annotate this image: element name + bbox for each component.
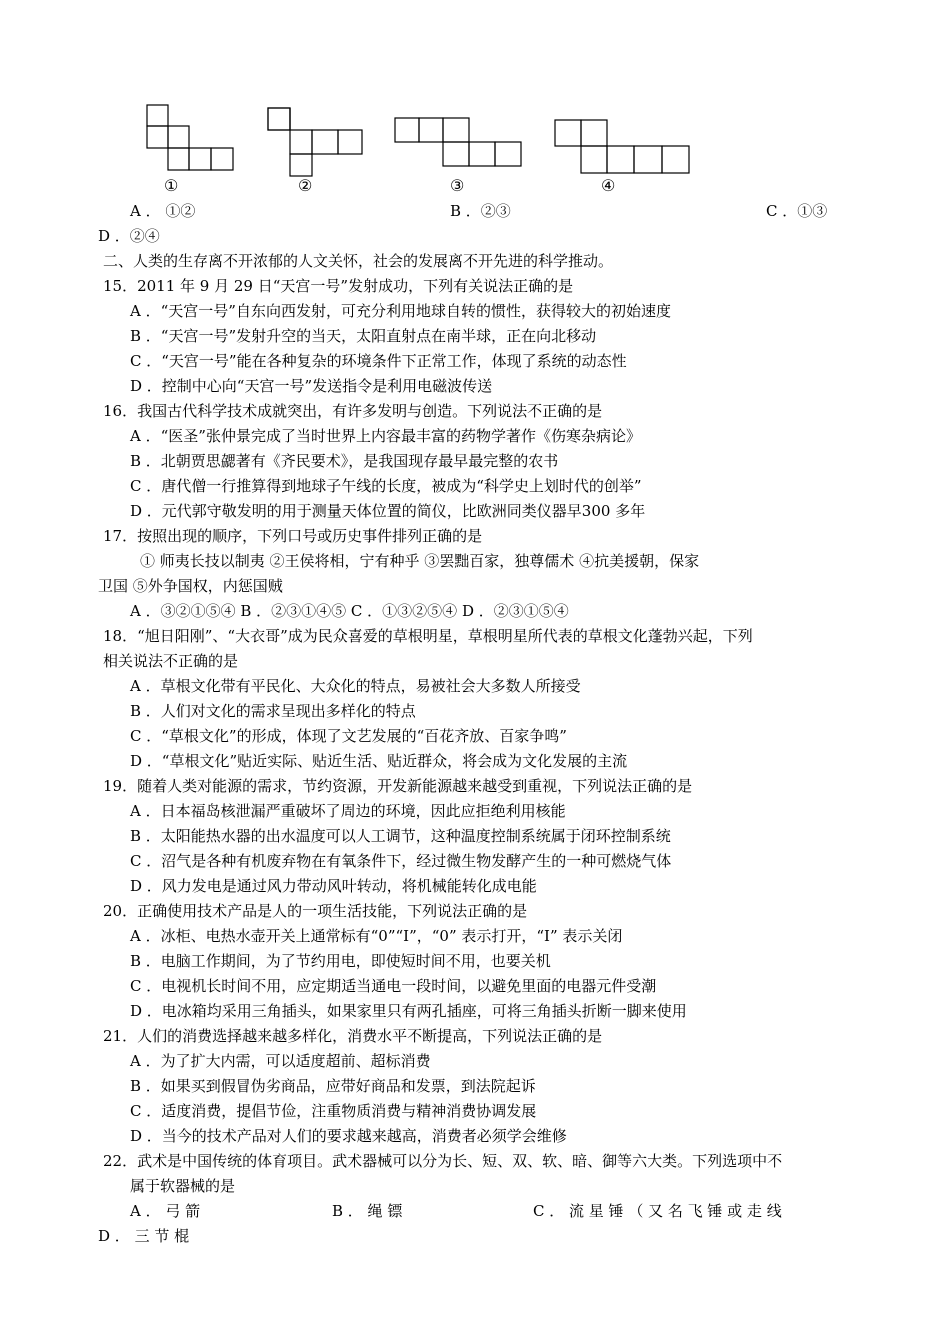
q21-stem: 21．人们的消费选择越来越多样化，消费水平不断提高，下列说法正确的是	[103, 1027, 603, 1045]
q14-option-a: A ． ①②	[130, 202, 196, 220]
q16-option-a: A ．“医圣”张仲景完成了当时世界上内容最丰富的药物学著作《伤寒杂病论》	[130, 427, 641, 445]
q21-option-c: C ．适度消费，提倡节俭，注重物质消费与精神消费协调发展	[130, 1102, 537, 1120]
q21-option-a: A ．为了扩大内需，可以适度超前、超标消费	[130, 1052, 431, 1070]
q18-option-a: A ．草根文化带有平民化、大众化的特点，易被社会大多数人所接受	[130, 677, 581, 695]
q18-option-b: B ．人们对文化的需求呈现出多样化的特点	[130, 702, 416, 720]
q20-option-d: D ．电冰箱均采用三角插头，如果家里只有两孔插座，可将三角插头折断一脚来使用	[130, 1002, 687, 1020]
q22-stem-line-1: 22．武术是中国传统的体育项目。武术器械可以分为长、短、双、软、暗、御等六大类。下列选项中不	[103, 1152, 783, 1170]
section-2-heading: 二、人类的生存离不开浓郁的人文关怀，社会的发展离不开先进的科学推动。	[103, 252, 614, 270]
q19-option-c: C ．沼气是各种有机废弃物在有氧条件下，经过微生物发酵产生的一种可燃烧气体	[130, 852, 672, 870]
q20-option-b: B ．电脑工作期间，为了节约用电，即使短时间不用，也要关机	[130, 952, 551, 970]
q16-option-b: B ．北朝贾思勰著有《齐民要术》，是我国现存最早最完整的农书	[130, 452, 559, 470]
cube-net-1	[147, 105, 233, 170]
figure-label-2: ②	[298, 176, 313, 195]
q18-stem-line-2: 相关说法不正确的是	[103, 652, 239, 670]
q21-option-b: B ．如果买到假冒伪劣商品，应带好商品和发票，到法院起诉	[130, 1077, 536, 1095]
q14-option-b: B ．②③	[450, 202, 511, 220]
q18-option-d: D ．“草根文化”贴近实际、贴近生活、贴近群众，将会成为文化发展的主流	[130, 752, 628, 770]
q14-option-d: D ．②④	[98, 227, 160, 245]
q17-options: A ．③②①⑤④ B ．②③①④⑤ C ．①③②⑤④ D ．②③①⑤④	[130, 602, 569, 620]
cube-net-3	[395, 118, 521, 166]
q16-option-d: D ．元代郭守敬发明的用于测量天体位置的简仪，比欧洲同类仪器早300 多年	[130, 502, 646, 520]
q17-stem: 17．按照出现的顺序，下列口号或历史事件排列正确的是	[103, 527, 483, 545]
q22-stem-line-2: 属于软器械的是	[130, 1177, 236, 1195]
q18-option-c: C ．“草根文化”的形成，体现了文艺发展的“百花齐放、百家争鸣”	[130, 727, 567, 745]
q15-option-c: C ．“天宫一号”能在各种复杂的环境条件下正常工作，体现了系统的动态性	[130, 352, 627, 370]
q15-stem: 15．2011 年 9 月 29 日“天宫一号”发射成功，下列有关说法正确的是	[103, 277, 574, 295]
q19-option-a: A ．日本福岛核泄漏严重破坏了周边的环境，因此应拒绝利用核能	[130, 802, 566, 820]
q17-items-line-2: 卫国 ⑤外争国权，内惩国贼	[98, 577, 283, 595]
cube-net-2	[268, 108, 362, 176]
q19-option-b: B ．太阳能热水器的出水温度可以人工调节，这种温度控制系统属于闭环控制系统	[130, 827, 671, 845]
q22-option-b: B ． 绳 镖	[332, 1202, 403, 1220]
q20-stem: 20．正确使用技术产品是人的一项生活技能，下列说法正确的是	[103, 902, 528, 920]
q15-option-d: D ．控制中心向“天宫一号”发送指令是利用电磁波传送	[130, 377, 493, 395]
q16-stem: 16．我国古代科学技术成就突出，有许多发明与创造。下列说法不正确的是	[103, 402, 603, 420]
q15-option-a: A ．“天宫一号”自东向西发射，可充分利用地球自转的惯性，获得较大的初始速度	[130, 302, 671, 320]
q18-stem-line-1: 18．“旭日阳刚”、“大衣哥”成为民众喜爱的草根明星，草根明星所代表的草根文化蓬勃兴起，下列	[103, 627, 753, 645]
figure-label-4: ④	[601, 176, 616, 195]
q19-stem: 19．随着人类对能源的需求，节约资源，开发新能源越来越受到重视，下列说法正确的是	[103, 777, 693, 795]
figure-label-3: ③	[450, 176, 465, 195]
q22-option-d: D ． 三 节 棍	[98, 1227, 190, 1245]
q14-option-c: C ．①③	[766, 202, 828, 220]
q15-option-b: B ．“天宫一号”发射升空的当天，太阳直射点在南半球，正在向北移动	[130, 327, 597, 345]
q16-option-c: C ．唐代僧一行推算得到地球子午线的长度，被成为“科学史上划时代的创举”	[130, 477, 642, 495]
q20-option-a: A ．冰柜、电热水壶开关上通常标有“0”“I”，“0” 表示打开，“I” 表示关闭	[130, 927, 623, 945]
q22-option-c: C ． 流 星 锤 （ 又 名 飞 锤 或 走 线	[533, 1202, 782, 1220]
q17-items-line-1: ① 师夷长技以制夷 ②王侯将相，宁有种乎 ③罢黜百家，独尊儒术 ④抗美援朝，保家	[140, 552, 700, 570]
q20-option-c: C ．电视机长时间不用，应定期适当通电一段时间，以避免里面的电器元件受潮	[130, 977, 657, 995]
q21-option-d: D ．当今的技术产品对人们的要求越来越高，消费者必须学会维修	[130, 1127, 567, 1145]
q22-option-a: A ． 弓 箭	[130, 1202, 201, 1220]
q19-option-d: D ．风力发电是通过风力带动风叶转动，将机械能转化成电能	[130, 877, 537, 895]
figure-label-1: ①	[164, 176, 179, 195]
cube-net-figures	[0, 0, 950, 200]
cube-net-4	[555, 120, 689, 173]
